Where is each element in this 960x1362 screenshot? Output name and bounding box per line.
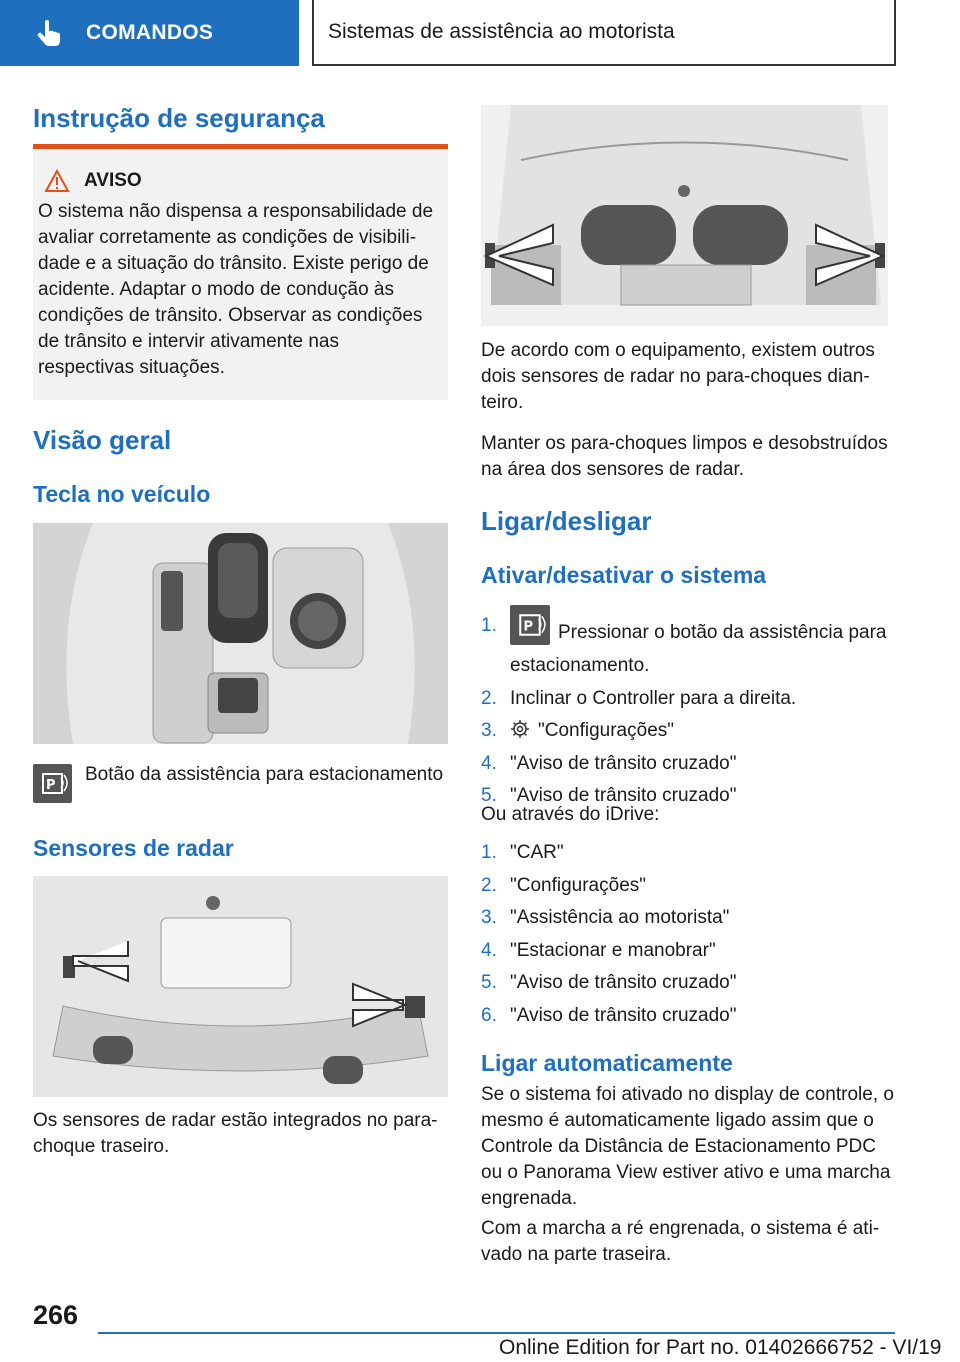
list-item: 5. "Aviso de trânsito cruzado" <box>481 783 896 809</box>
svg-text:P: P <box>46 778 56 793</box>
footer-divider <box>98 1332 895 1334</box>
list-item: 4. "Aviso de trânsito cruzado" <box>481 751 896 777</box>
keep-clean-text: Manter os para-choques limpos e desobstruídos na área dos sensores de radar. <box>481 433 888 480</box>
key-heading: Tecla no veículo <box>33 481 211 507</box>
parking-assist-button-icon <box>33 764 72 803</box>
step-text: "Configurações" <box>510 874 647 896</box>
page-number: 266 <box>33 1300 79 1330</box>
onoff-heading: Ligar/desligar <box>481 506 652 536</box>
radar-heading: Sensores de radar <box>33 835 234 861</box>
activation-steps <box>481 613 896 816</box>
idrive-steps <box>481 840 896 1035</box>
warning-triangle-icon <box>44 169 70 193</box>
parking-assist-button-icon <box>510 605 550 645</box>
section-tab-label: COMANDOS <box>86 21 214 44</box>
safety-heading: Instrução de segurança <box>33 103 325 133</box>
step-text: "Estacionar e manobrar" <box>510 939 716 961</box>
activate-heading: Ativar/desativar o sistema <box>481 562 767 588</box>
hand-pointer-icon <box>34 18 64 48</box>
step-text: "CAR" <box>510 842 564 863</box>
auto-text-2: Com a marcha a ré engrenada, o sistema é ativado na parte traseira. <box>481 1218 880 1265</box>
warning-box <box>33 144 448 400</box>
step-text: "Aviso de trânsito cruzado" <box>510 1004 737 1026</box>
auto-heading: Ligar automaticamente <box>481 1050 733 1076</box>
overview-heading: Visão geral <box>33 425 172 455</box>
step-text: "Aviso de trânsito cruzado" <box>510 752 737 774</box>
list-item: 5. "Aviso de trânsito cruzado" <box>481 970 896 996</box>
section-tab[interactable] <box>0 0 299 66</box>
warning-text: O sistema não dispensa a responsabilidade de avaliar corretamente as condições de visibilidade e a situação do trânsito. Existe perigo de acidente. Adaptar o modo de condução às condições de trânsito. Observar as condições de trânsito e intervir ativamente nas respectivas situações. <box>38 201 434 378</box>
radar-text: Os sensores de radar estão integrados no para-choque traseiro. <box>33 1110 438 1157</box>
gear-icon <box>510 719 530 739</box>
console-photo <box>33 523 448 744</box>
list-item: 2. Inclinar o Controller para a direita. <box>481 686 896 712</box>
step-text: "Assistência ao motorista" <box>510 907 730 928</box>
edition-text: Online Edition for Part no. 01402666752 - VI/19 <box>499 1336 942 1359</box>
list-item: 2. "Configurações" <box>481 873 896 899</box>
step-text: Pressionar o botão da assistência para estacionamento. <box>510 622 887 676</box>
step-text: "Aviso de trânsito cruzado" <box>510 785 737 806</box>
idrive-text: Ou através do iDrive: <box>481 804 660 825</box>
front-bumper-photo <box>481 105 888 326</box>
warning-label: AVISO <box>84 170 142 191</box>
step-text: "Configurações" <box>538 720 675 741</box>
list-item: 3. "Configurações" <box>481 720 675 741</box>
front-sensors-text: De acordo com o equipamento, existem outros dois sensores de radar no para-choques dianteiro. <box>481 340 875 413</box>
button-caption: Botão da assistência para estacionamento <box>85 764 444 785</box>
list-item: 1. P Pressionar o botão da assistência para estacionamento. <box>481 613 896 679</box>
auto-text-1: Se o sistema foi ativado no display de controle, o mesmo é automaticamente ligado assim que o Controle da Distância de Estacionamento PDC ou o Panorama View estiver ativo e uma marcha engrenada. <box>481 1084 894 1209</box>
list-item: 4. "Estacionar e manobrar" <box>481 938 896 964</box>
svg-text:P: P <box>523 619 534 635</box>
step-text: Inclinar o Controller para a direita. <box>510 687 797 709</box>
rear-bumper-photo <box>33 876 448 1097</box>
chapter-title: Sistemas de assistência ao motorista <box>312 0 896 66</box>
list-item: 3. "Assistência ao motorista" <box>481 905 896 931</box>
step-text: "Aviso de trânsito cruzado" <box>510 972 737 993</box>
list-item: 6. "Aviso de trânsito cruzado" <box>481 1003 896 1029</box>
list-item: 1. "CAR" <box>481 840 896 866</box>
